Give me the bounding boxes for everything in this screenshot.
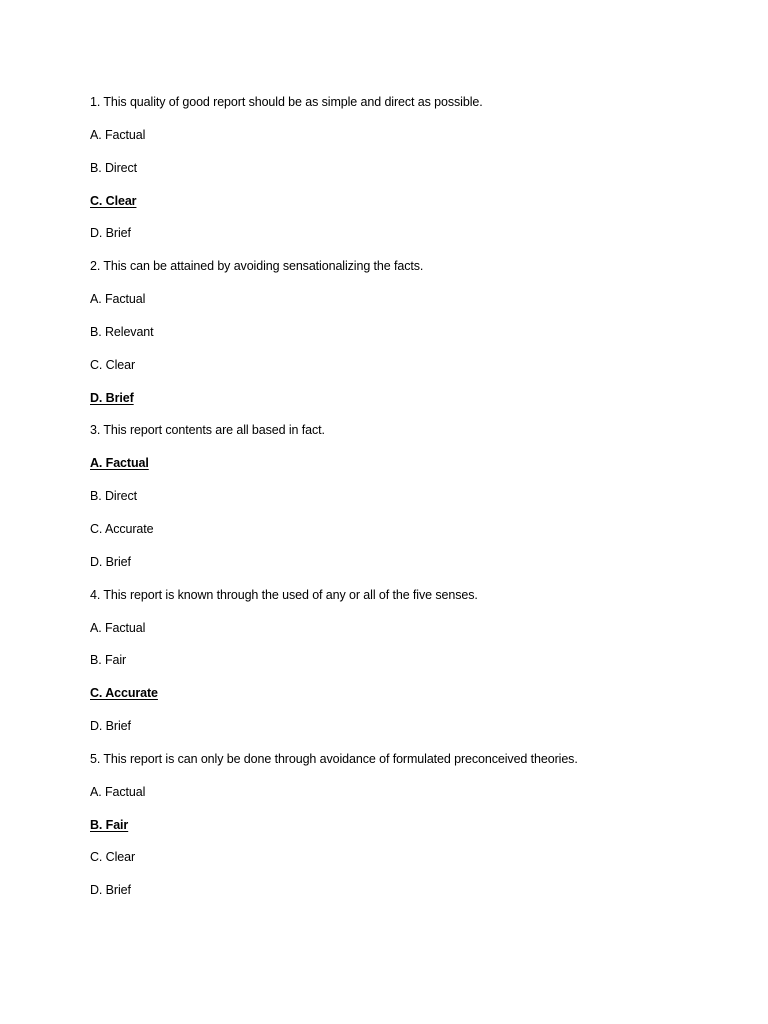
answer-option: A. Factual	[90, 127, 146, 142]
question-block	[90, 256, 730, 420]
answer-option: D. Brief	[90, 883, 131, 898]
question-prompt: 1. This quality of good report should be as simple and direct as possible.	[90, 95, 483, 109]
question-block	[90, 585, 730, 749]
answer-option: D. Brief	[90, 226, 131, 241]
answer-option-correct: C. Clear	[90, 193, 137, 208]
answer-option: C. Accurate	[90, 521, 154, 536]
answer-option-correct: C. Accurate	[90, 686, 158, 701]
answer-option-correct: B. Fair	[90, 817, 129, 832]
answer-option: C. Clear	[90, 357, 136, 372]
question-block	[90, 420, 730, 584]
question-prompt: 5. This report is can only be done through avoidance of formulated preconceived theories.	[90, 751, 578, 766]
question-block	[90, 749, 730, 913]
answer-option-correct: A. Factual	[90, 456, 149, 471]
question-prompt: 3. This report contents are all based in fact.	[90, 423, 325, 438]
question-prompt: 2. This can be attained by avoiding sensationalizing the facts.	[90, 259, 424, 274]
question-prompt: 4. This report is known through the used of any or all of the five senses.	[90, 587, 478, 602]
answer-option: A. Factual	[90, 784, 146, 799]
answer-option: B. Fair	[90, 653, 127, 668]
question-block	[90, 92, 730, 256]
answer-option: C. Clear	[90, 850, 136, 865]
answer-option: A. Factual	[90, 620, 146, 635]
quiz-content	[90, 92, 730, 913]
answer-option-correct: D. Brief	[90, 390, 134, 405]
answer-option: A. Factual	[90, 292, 146, 307]
answer-option: B. Direct	[90, 489, 138, 504]
answer-option: D. Brief	[90, 554, 131, 569]
answer-option: D. Brief	[90, 719, 131, 734]
answer-option: B. Relevant	[90, 324, 154, 339]
answer-option: B. Direct	[90, 160, 138, 175]
